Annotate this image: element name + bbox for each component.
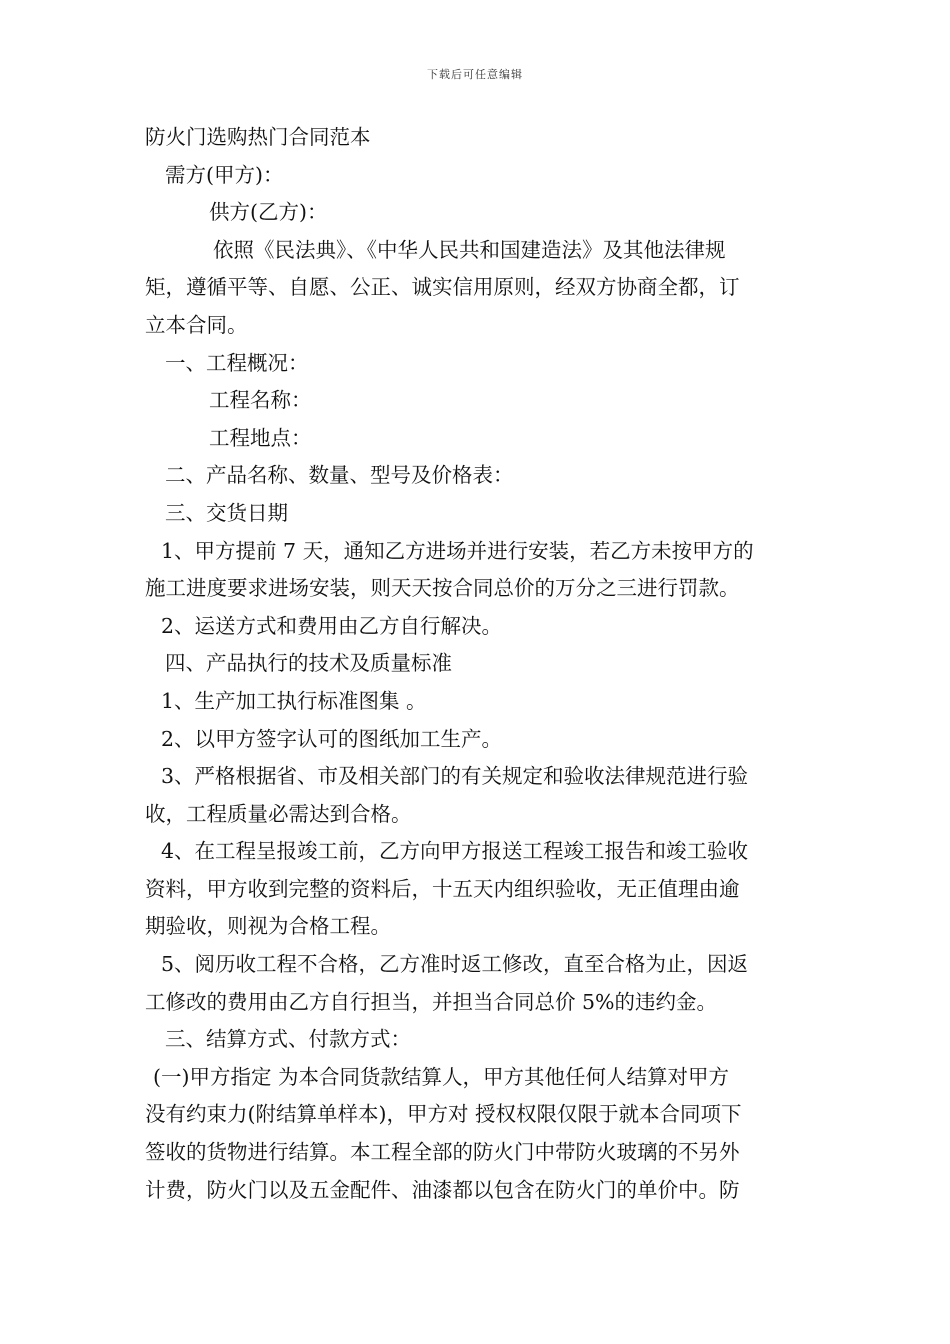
- section-heading: 三、结算方式、付款方式：: [165, 1027, 411, 1052]
- clause-line: 没有约束力(附结算单样本)，甲方对 授权权限仅限于就本合同项下: [145, 1102, 742, 1127]
- project-name-line: 工程名称：: [209, 388, 312, 413]
- clause-line: 签收的货物进行结算。本工程全部的防火门中带防火玻璃的不另外: [145, 1140, 740, 1165]
- document-title: 防火门选购热门合同范本: [145, 125, 371, 149]
- project-location-line: 工程地点：: [209, 425, 312, 450]
- contract-body: [145, 119, 805, 1209]
- clause-line: 计费，防火门以及五金配件、油漆都以包含在防火门的单价中。防: [145, 1177, 740, 1202]
- clause-line: 5、阅历收工程不合格，乙方准时返工修改，直至合格为止，因返: [161, 952, 749, 977]
- paragraph-line: 立本合同。: [145, 312, 248, 337]
- clause-line: (一)甲方指定 为本合同货款结算人，甲方其他任何人结算对甲方: [153, 1064, 730, 1089]
- clause-line: 期验收，则视为合格工程。: [145, 914, 391, 939]
- clause-line: 2、以甲方签字认可的图纸加工生产。: [161, 726, 503, 751]
- buyer-line: 需方(甲方)：: [165, 162, 284, 187]
- section-heading: 一、工程概况：: [165, 350, 309, 375]
- supplier-line: 供方(乙方)：: [209, 200, 328, 225]
- clause-line: 1、生产加工执行标准图集 。: [161, 688, 427, 713]
- clause-line: 施工进度要求进场安装，则天天按合同总价的万分之三进行罚款。: [145, 576, 740, 601]
- clause-line: 4、在工程呈报竣工前，乙方向甲方报送工程竣工报告和竣工验收: [161, 839, 749, 864]
- section-heading: 三、交货日期: [165, 500, 288, 525]
- page-header-note: 下载后可任意编辑: [427, 68, 523, 81]
- section-heading: 四、产品执行的技术及质量标准: [165, 651, 452, 676]
- paragraph-line: 矩，遵循平等、自愿、公正、诚实信用原则，经双方协商全都，订: [145, 275, 740, 300]
- clause-line: 1、甲方提前 7 天，通知乙方进场并进行安装，若乙方未按甲方的: [161, 538, 754, 563]
- clause-line: 3、严格根据省、市及相关部门的有关规定和验收法律规范进行验: [161, 764, 749, 789]
- clause-line: 工修改的费用由乙方自行担当，并担当合同总价 5%的违约金。: [145, 989, 718, 1014]
- clause-line: 2、运送方式和费用由乙方自行解决。: [161, 613, 503, 638]
- clause-line: 收，工程质量必需达到合格。: [145, 801, 412, 826]
- paragraph-line: 依照《民法典》、《中华人民共和国建造法》及其他法律规: [213, 237, 726, 262]
- clause-line: 资料，甲方收到完整的资料后，十五天内组织验收，无正值理由逾: [145, 876, 740, 901]
- section-heading: 二、产品名称、数量、型号及价格表：: [165, 463, 514, 488]
